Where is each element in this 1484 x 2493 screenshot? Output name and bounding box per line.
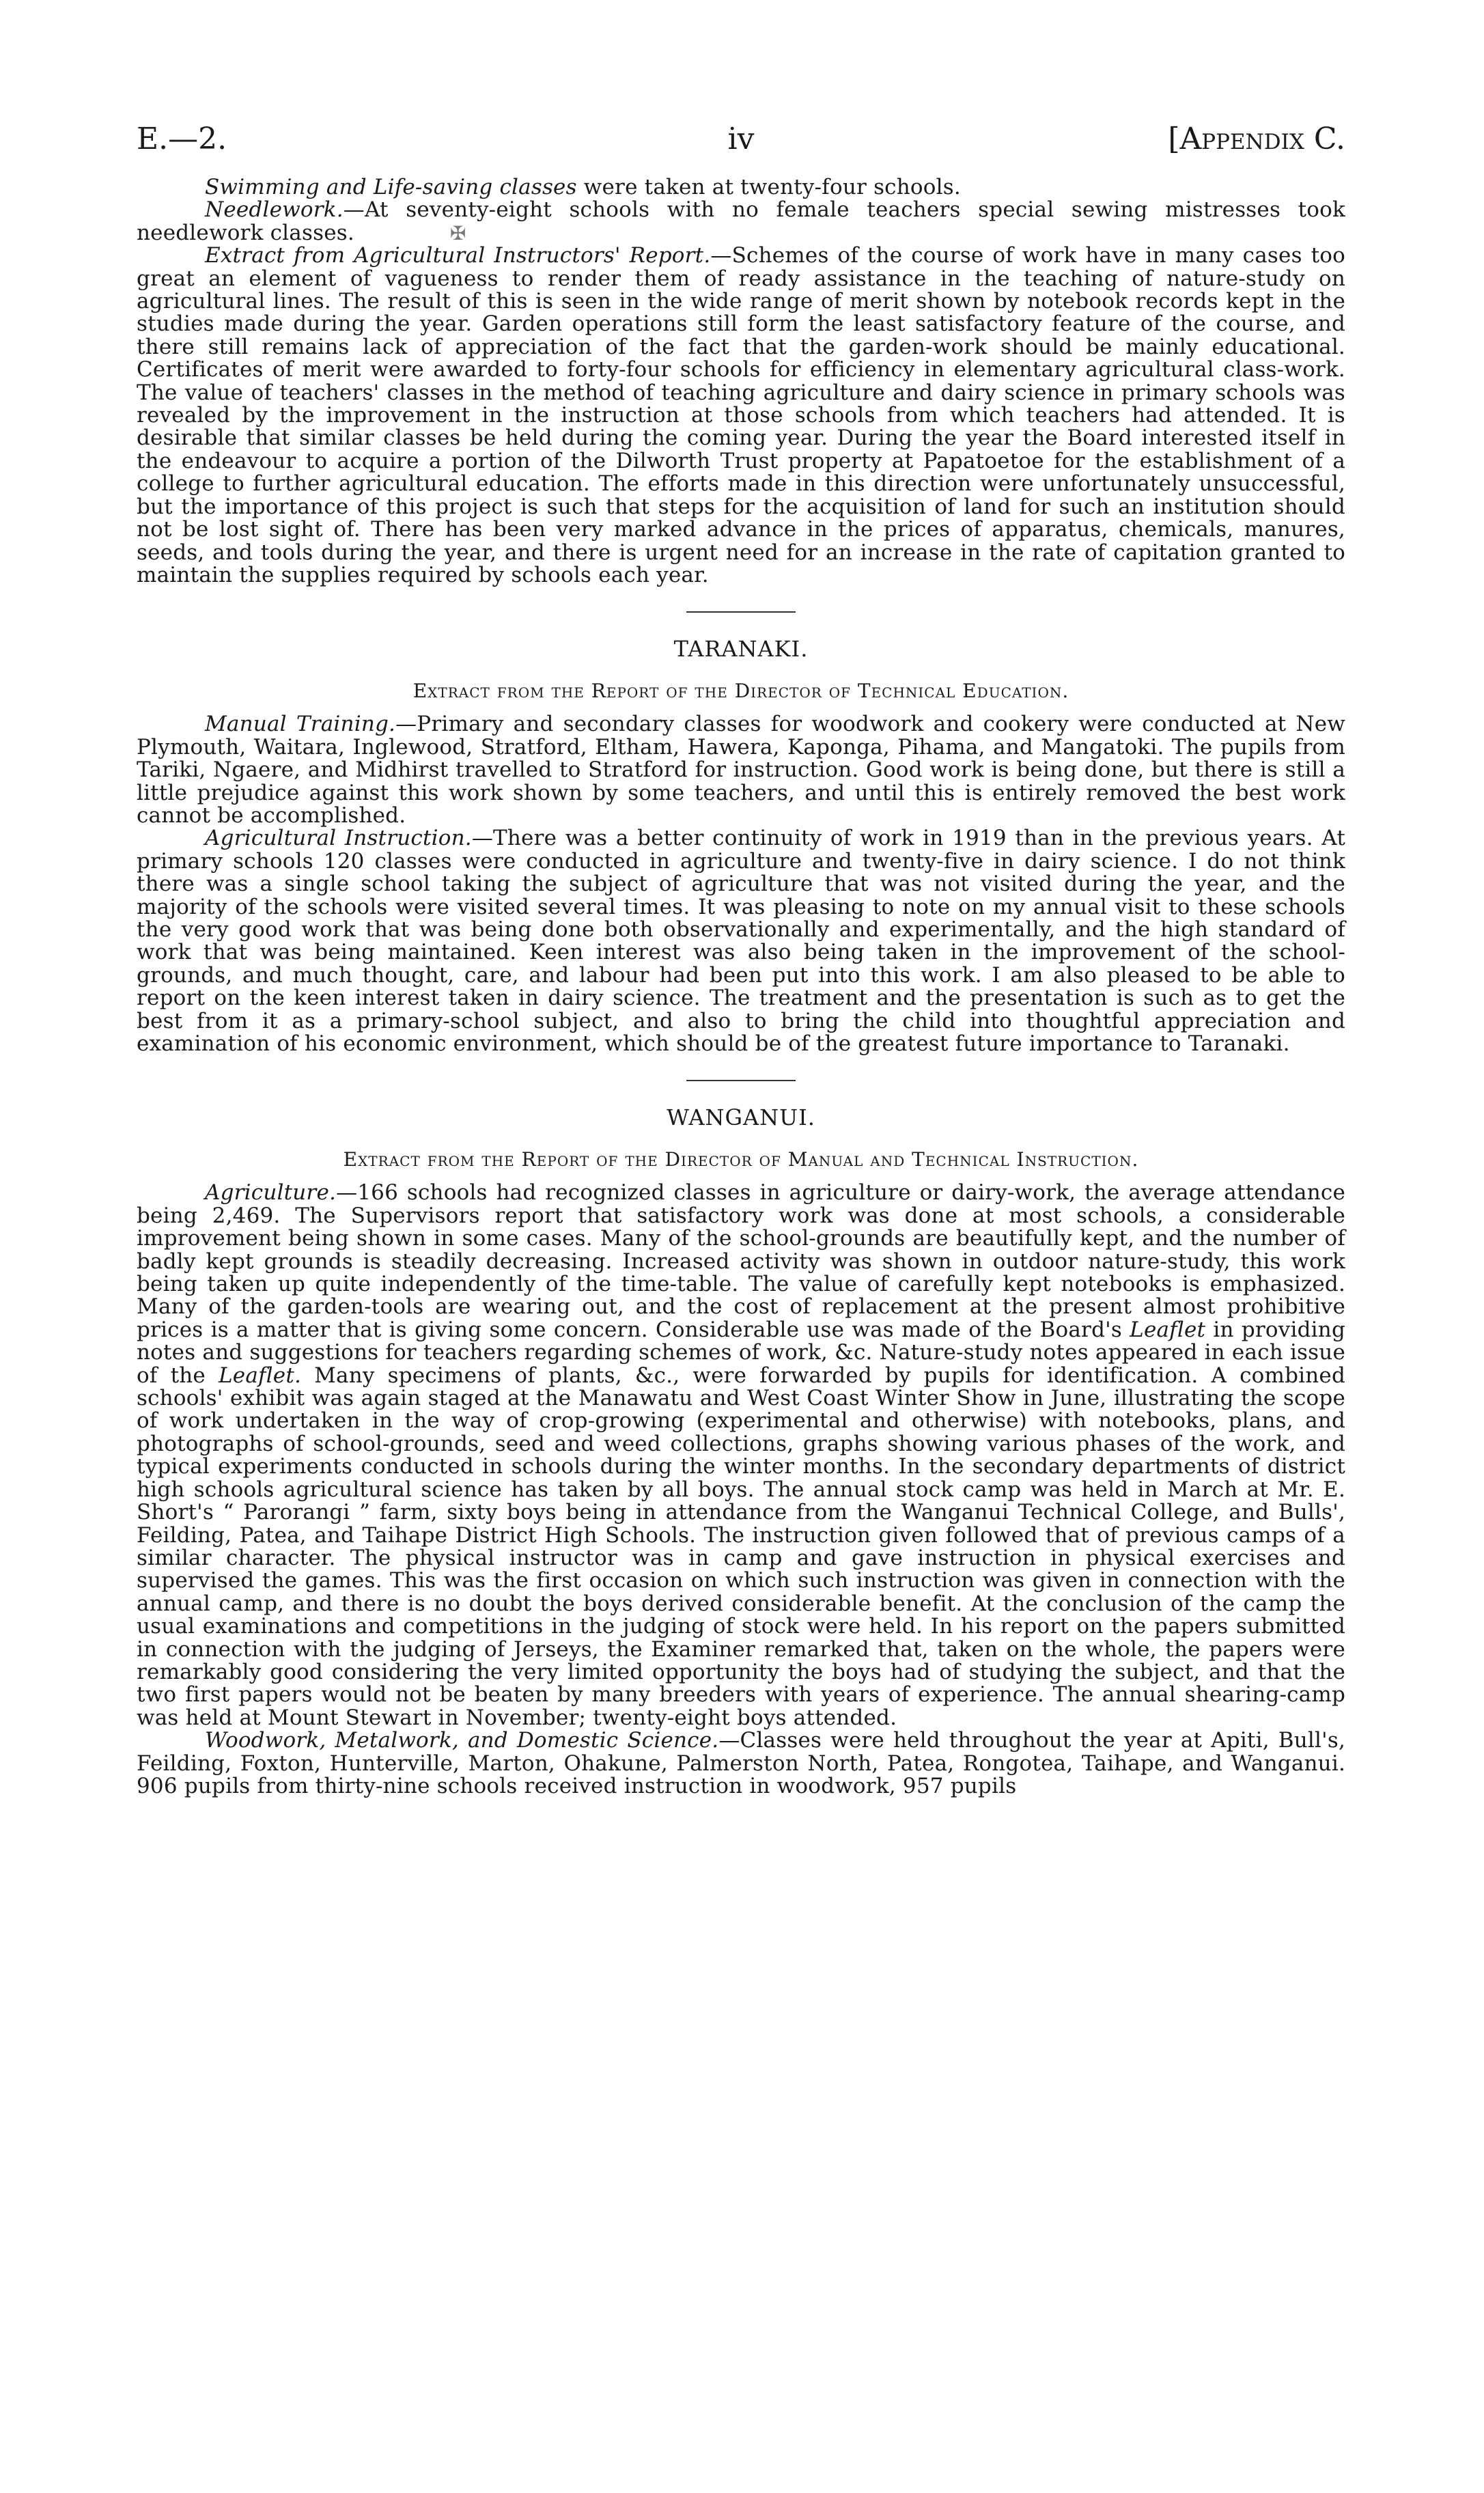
taranaki-subheading: Extract from the Report of the Director of Technical Education. bbox=[412, 680, 1069, 703]
page-number: iv bbox=[727, 122, 755, 156]
page-header bbox=[137, 122, 1345, 176]
woodwork-paragraph bbox=[137, 1729, 1345, 1798]
agri-instruction-text: —There was a better continuity of work in 1919 than in the previous years. At primary schools 120 classes were conducted in agriculture and twenty-five in dairy science. I do not think there was a single school taking the subject of agriculture that was not visited during the year, and the majority of the schools were visited several times. It was pleasing to note on my annual visit to these schools the very good work that was being done both observationally and experimentally, and the high standard of work that was being maintained. Keen interest was also being taken in the improvement of the school-grounds, and much thought, care, and labour had been put into this work. I am also pleased to be able to report on the keen interest taken in dairy science. The treatment and the presentation is such as to get the best from it as a primary-school subject, and also to bring the child into thoughtful appreciation and examination of his economic environment, which should be of the greatest future importance to Taranaki. bbox=[137, 826, 1345, 1056]
manual-training-lead: Manual Training. bbox=[205, 712, 396, 737]
agriculture-text-3: Many specimens of plants, &c., were forwarded by pupils for identification. A combined schools' exhibit was again staged at the Manawatu and West Coast Winter Show in June, illustrating the scope of work undertaken in the way of crop-growing (experimental and otherwise) with notebooks, plans, and photographs of school-grounds, seed and weed collections, graphs showing various phases of the work, and typical experiments conducted in schools during the winter months. In the secondary departments of district high schools agricultural science has taken by all boys. The annual stock camp was held in March at Mr. E. Short's “ Parorangi ” farm, sixty boys being in attendance from the Wanganui Technical College, and Bulls', Feilding, Patea, and Taihape District High Schools. The instruction given followed that of previous camps of a similar character. The physical instructor was in camp and gave instruction in physical exercises and supervised the games. This was the first occasion on which such instruction was given in connection with the annual camp, and there is no doubt the boys derived considerable benefit. At the conclusion of the camp the usual examinations and competitions in the judging of stock were held. In his report on the papers submitted in connection with the judging of Jerseys, the Examiner remarked that, taken on the whole, the papers were remarkably good considering the very limited opportunity the boys had of studying the subject, and that the two first papers would not be beaten by many breeders with years of experience. The annual shearing-camp was held at Mount Stewart in November; twenty-eight boys attended. bbox=[137, 1363, 1346, 1730]
wanganui-subheading: Extract from the Report of the Director of Manual and Technical Instruction. bbox=[343, 1148, 1139, 1171]
swimming-paragraph bbox=[137, 176, 1345, 199]
needlework-text: —At seventy-eight schools with no female teachers special sewing mistresses took needlework classes. bbox=[137, 197, 1345, 245]
agriculture-text-1: —166 schools had recognized classes in agriculture or dairy-work, the average attendance being 2,469. The Supervisors report that satisfactory work was done at most schools, a considerable improvement being shown in some cases. Many of the school-grounds are beautifully kept, and the number of badly kept grounds is steadily decreasing. Increased activity was shown in outdoor nature-study, this work being taken up quite independently of the time-table. The value of carefully kept notebooks is emphasized. Many of the garden-tools are wearing out, and the cost of replacement at the present almost prohibitive prices is a matter that is giving some concern. Considerable use was made of the Board's bbox=[137, 1180, 1345, 1342]
agriculture-paragraph bbox=[137, 1182, 1345, 1729]
appendix-label: [Appendix C. bbox=[1168, 122, 1345, 156]
needlework-lead: Needlework. bbox=[205, 197, 344, 223]
agri-instruction-lead: Agricultural Instruction. bbox=[205, 826, 472, 851]
agri-instruction-paragraph bbox=[137, 827, 1345, 1055]
manual-training-paragraph bbox=[137, 713, 1345, 827]
swimming-lead: Swimming and Life-saving classes bbox=[205, 175, 577, 199]
taranaki-heading: TARANAKI. bbox=[673, 636, 809, 663]
section-divider bbox=[686, 611, 796, 613]
report-code: E.—2. bbox=[137, 122, 227, 156]
agri-instructors-text: —Schemes of the course of work have in many cases too great an element of vagueness to render them of ready assistance in the teaching of nature-study on agricultural lines. The result of this is seen in the wide range of merit shown by notebook records kept in the studies made during the year. Garden operations still form the least satisfactory feature of the course, and there still remains lack of appreciation of the fact that the garden-work should be mainly educational. Certificates of merit were awarded to forty-four schools for efficiency in elementary agricultural class-work. The value of teachers' classes in the method of teaching agriculture and dairy science in primary schools was revealed by the improvement in the instruction at those schools from which teachers had attended. It is desirable that similar classes be held during the coming year. During the year the Board interested itself in the endeavour to acquire a portion of the Dilworth Trust property at Papatoetoe for the establishment of a college to further agricultural education. The efforts made in this direction were unfortunately unsuccessful, but the importance of this project is such that steps for the acquisition of land for such an institution should not be lost sight of. There has been very marked advance in the prices of apparatus, chemicals, manures, seeds, and tools during the year, and there is urgent need for an increase in the rate of capitation granted to maintain the supplies required by schools each year. bbox=[137, 243, 1345, 587]
document-page bbox=[137, 122, 1345, 1798]
agriculture-lead: Agriculture. bbox=[205, 1180, 337, 1206]
needlework-paragraph bbox=[137, 199, 1345, 245]
woodwork-lead: Woodwork, Metalwork, and Domestic Science. bbox=[205, 1728, 719, 1753]
manual-training-text: —Primary and secondary classes for woodwork and cookery were conducted at New Plymouth, Waitara, Inglewood, Stratford, Eltham, Hawera, Kaponga, Pihama, and Mangatoki. The pupils from Tariki, Ngaere, and Midhirst travelled to Stratford for instruction. Good work is being done, but there is still a little prejudice against this work shown by some teachers, and until this is entirely removed the best work cannot be accomplished. bbox=[137, 712, 1345, 828]
agri-instructors-paragraph bbox=[137, 245, 1345, 587]
leaflet-title-2: Leaflet. bbox=[218, 1363, 302, 1388]
margin-mark-icon: ✠ bbox=[449, 221, 466, 245]
section-divider bbox=[686, 1080, 796, 1081]
agriculture-text-2: in providing notes and suggestions for teachers regarding schemes of work, &c. Nature-study notes appeared in each issue of the bbox=[137, 1317, 1345, 1388]
agri-instructors-lead: Extract from Agricultural Instructors' Report. bbox=[205, 243, 711, 268]
leaflet-title-1: Leaflet bbox=[1130, 1317, 1206, 1342]
swimming-text: were taken at twenty-four schools. bbox=[576, 175, 961, 199]
wanganui-heading: WANGANUI. bbox=[667, 1104, 815, 1131]
woodwork-text: —Classes were held throughout the year at Apiti, Bull's, Feilding, Foxton, Hunterville, Marton, Ohakune, Palmerston North, Patea, Rongotea, Taihape, and Wanganui. 906 pupils from thirty-nine schools received instruction in woodwork, 957 pupils bbox=[137, 1728, 1346, 1798]
